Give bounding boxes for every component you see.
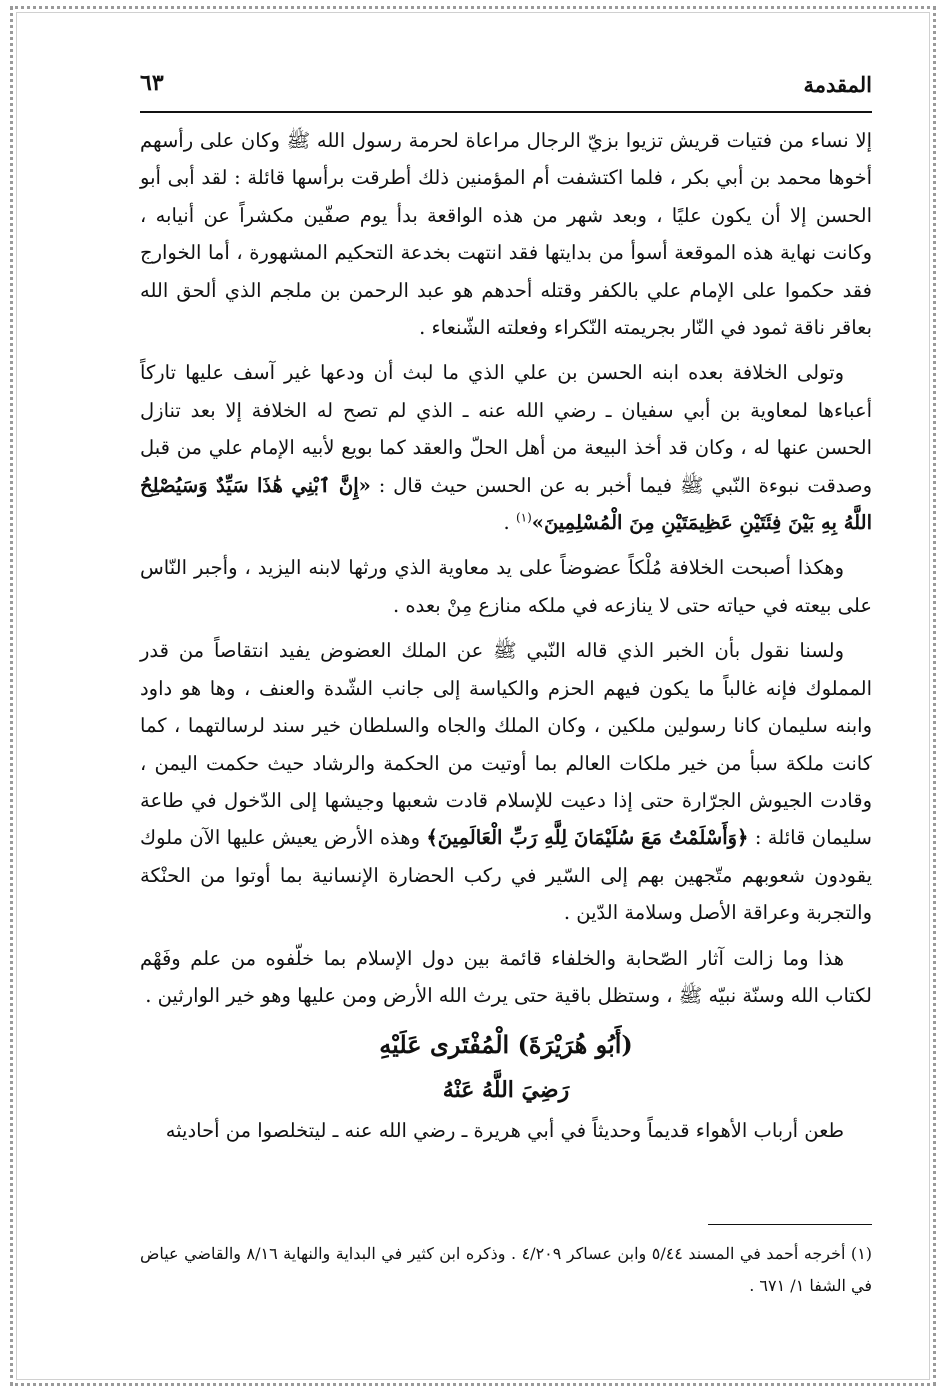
quran-verse: ﴿وَأَسْلَمْتُ مَعَ سُلَيْمَانَ لِلَّهِ رَبِّ الْعَالَمِينَ﴾ <box>426 826 749 850</box>
running-title: المقدمة <box>803 72 872 97</box>
paragraph-5-text: هذا وما زالت آثار الصّحابة والخلفاء قائمة بين دول الإسلام بما خلّفوه من علم وفَهْم لكتاب الله وسنّة نبيّه ﷺ ، وستظل باقية حتى يرث الله الأرض ومن عليها وهو خير الوارثين . <box>140 946 872 1007</box>
paragraph-2 <box>140 354 872 541</box>
paragraph-1-text: إلا نساء من فتيات قريش تزيوا بزيّ الرجال مراعاة لحرمة رسول الله ﷺ وكان على رأسهم أخوها محمد بن أبي بكر ، فلما اكتشفت أم المؤمنين ذلك أطرقت برأسها قائلة : لقد أبى أبو الحسن إلا أن يكون عليًا ، وبعد شهر من هذه الواقعة بدأ يوم صفّين مكشراً عن أنيابه ، وكانت نهاية هذه الموقعة أسوأ من بدايتها فقد انتهت بخدعة التحكيم المشهورة ، أما الخوارج فقد حكموا على الإمام علي بالكفر وقتله أحدهم هو عبد الرحمن بن ملجم الذي ألحق الله بعاقر ناقة ثمود في النّار بجريمته النّكراء وفعلته الشّنعاء . <box>140 129 872 340</box>
paragraph-4-text-after: وهذه الأرض يعيش عليها الآن ملوك يقودون شعوبهم متّجهين بهم إلى السّير في ركب الحضارة الإنسانية بما أوتوا من الحنْكة والتجربة وعراقة الأصل وسلامة الدّين . <box>140 826 872 925</box>
section-subtitle: رَضِيَ اللَّهُ عَنْهُ <box>442 1077 570 1104</box>
paragraph-1 <box>140 122 872 346</box>
main-text <box>140 122 872 1158</box>
paragraph-3-text: وهكذا أصبحت الخلافة مُلْكاً عضوضاً على يد معاوية الذي ورثها لابنه اليزيد ، وأجبر النّاس على بيعته في حياته حتى لا ينازعه في ملكه منازع مِنْ بعده . <box>140 556 872 617</box>
paragraph-2-text: وتولى الخلافة بعده ابنه الحسن بن علي الذي ما لبث أن ودعها غير آسف عليها تاركاً أعباءها لمعاوية بن أبي سفيان ـ رضي الله عنه ـ الذي لم تصح له الخلافة إلا بعد تنازل الحسن عنها له ، وكان قد أخذ البيعة من أهل الحلّ والعقد كما بويع لأبيه الإمام علي من قبل وصدقت نبوءة النّبي ﷺ فيما أخبر به عن الحسن حيث قال : <box>140 361 872 497</box>
paragraph-5 <box>140 940 872 1015</box>
paragraph-6-text: طعن أرباب الأهواء قديماً وحديثاً في أبي هريرة ـ رضي الله عنه ـ ليتخلصوا من أحاديثه <box>165 1119 844 1143</box>
page-header <box>140 68 872 108</box>
section-title: (أَبُو هُرَيْرَةَ) الْمُفْتَرى عَلَيْهِ <box>379 1030 633 1060</box>
paragraph-4 <box>140 632 872 931</box>
paragraph-6 <box>140 1112 872 1149</box>
footnote-ref: (١) <box>515 510 532 525</box>
hadith-quote: «إِنَّ ٱبْنِي هَٰذَا سَيِّدٌ وَسَيُصْلِحُ اللَّهُ بِهِ بَيْنَ فِئَتَيْنِ عَظِيمَتَيْنِ مِنَ الْمُسْلِمِينَ» <box>140 473 872 535</box>
footnote-1: (١) أخرجه أحمد في المسند ٥/٤٤ وابن عساكر ٤/٢٠٩ . وذكره ابن كثير في البداية والنهاية ٨/١٦ والقاضي عياض في الشفا ١/ ٦٧١ . <box>140 1244 873 1295</box>
footnote-rule <box>708 1224 872 1225</box>
paragraph-3 <box>140 549 872 624</box>
paragraph-2-end: . <box>503 511 516 535</box>
paragraph-4-text-before: ولسنا نقول بأن الخبر الذي قاله النّبي ﷺ عن الملك العضوض يفيد انتقاصاً من قدر المملوك فإنه غالباً ما يكون فيهم الحزم والكياسة إلى جانب الشّدة والعنف ، وها هو داود وابنه سليمان كانا رسولين ملكين ، وكان الملك والجاه والسلطان خير سند لرسالتهما ، كما كانت ملكة سبأ من خير ملكات العالم بما أوتيت من الحكمة والرشاد حيث حكمت اليمن ، وقادت الجيوش الجرّارة حتى إذا دعيت للإسلام قادت شعبها وجيشها إلى الدّخول في طاعة سليمان قائلة : <box>140 639 872 850</box>
header-rule <box>140 111 872 113</box>
footnotes <box>140 1238 872 1310</box>
page-number: ٦٣ <box>140 70 164 96</box>
